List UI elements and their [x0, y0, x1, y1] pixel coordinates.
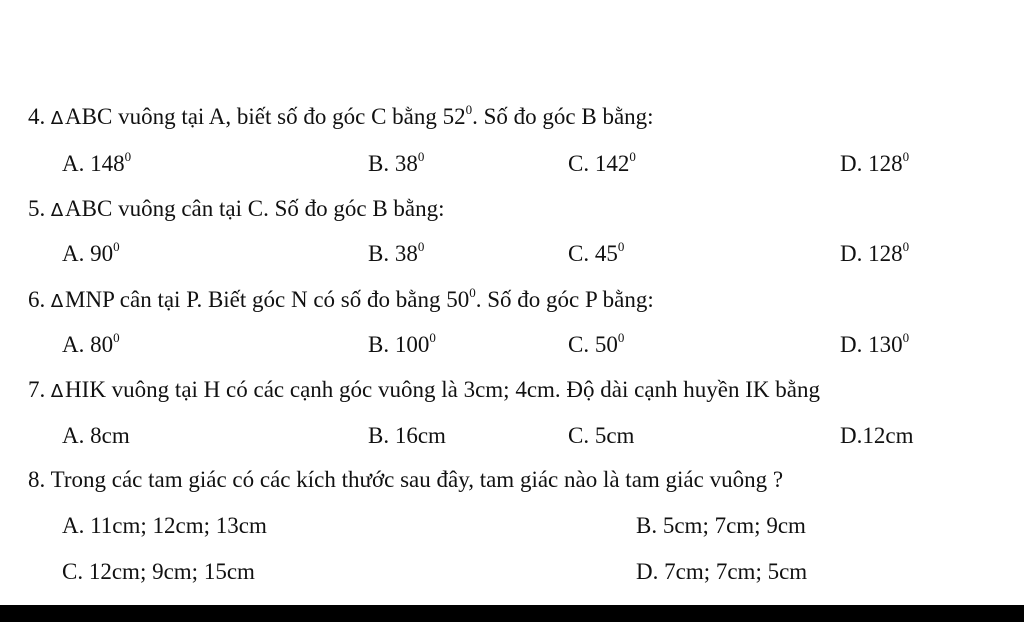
option-c[interactable]: C. $142^0$ [568, 149, 636, 176]
option-c[interactable]: C. 5cm [568, 423, 635, 448]
option-c[interactable]: C. $50^0$ [568, 330, 625, 357]
question-text: HIK vuông tại H có các cạnh góc vuông là 3cm; 4cm. Độ dài cạnh huyền IK bằng [65, 377, 820, 402]
option-b[interactable]: B. $38^0$ [368, 239, 425, 266]
option-a[interactable]: A. $148^0$ [62, 149, 132, 176]
triangle-icon: ∆ [51, 381, 64, 402]
question-text: MNP cân tại P. Biết góc N có số đo bằng 50 [65, 287, 470, 312]
question-text-tail: . Số đo góc B bằng: [472, 104, 654, 129]
question-8 [28, 466, 783, 494]
degree-superscript: 0 [469, 285, 476, 300]
degree-superscript: 0 [465, 102, 473, 117]
triangle-icon: ∆ [51, 200, 64, 221]
question-number: 4. [28, 104, 46, 129]
triangle-icon: ∆ [51, 291, 64, 312]
option-d[interactable]: D. $128^0$ [840, 149, 910, 176]
question-text: Trong các tam giác có các kích thước sau đây, tam giác nào là tam giác vuông ? [50, 467, 784, 492]
option-b[interactable]: B. 5cm; 7cm; 9cm [636, 513, 806, 538]
option-d[interactable]: D. $128^0$ [840, 239, 910, 266]
option-c[interactable]: C. 12cm; 9cm; 15cm [62, 559, 255, 584]
option-c[interactable]: C. $45^0$ [568, 239, 625, 266]
question-text: ABC vuông cân tại C. Số đo góc B bằng: [65, 196, 445, 221]
option-a[interactable]: A. 11cm; 12cm; 13cm [62, 513, 267, 538]
option-d[interactable]: D.12cm [840, 423, 914, 448]
question-5 [28, 195, 445, 225]
option-b[interactable]: B. $38^0$ [368, 149, 425, 176]
question-4 [28, 103, 654, 133]
question-number: 8. [28, 467, 46, 492]
option-d[interactable]: D. $130^0$ [840, 330, 910, 357]
question-number: 6. [28, 287, 46, 312]
option-d[interactable]: D. 7cm; 7cm; 5cm [636, 559, 808, 584]
question-number: 7. [28, 377, 46, 402]
question-7 [28, 376, 820, 406]
option-a[interactable]: A. 8cm [62, 423, 130, 448]
question-number: 5. [28, 196, 46, 221]
bottom-crop-bar [0, 605, 1024, 622]
option-a[interactable]: A. $90^0$ [62, 239, 120, 266]
option-b[interactable]: B. 16cm [368, 423, 446, 448]
triangle-icon: ∆ [51, 108, 64, 129]
option-b[interactable]: B. $100^0$ [368, 330, 436, 357]
question-text-tail: . Số đo góc P bằng: [475, 287, 654, 312]
question-6 [28, 286, 654, 316]
question-text: ABC vuông tại A, biết số đo góc C bằng 52 [65, 104, 466, 129]
option-a[interactable]: A. $80^0$ [62, 330, 120, 357]
